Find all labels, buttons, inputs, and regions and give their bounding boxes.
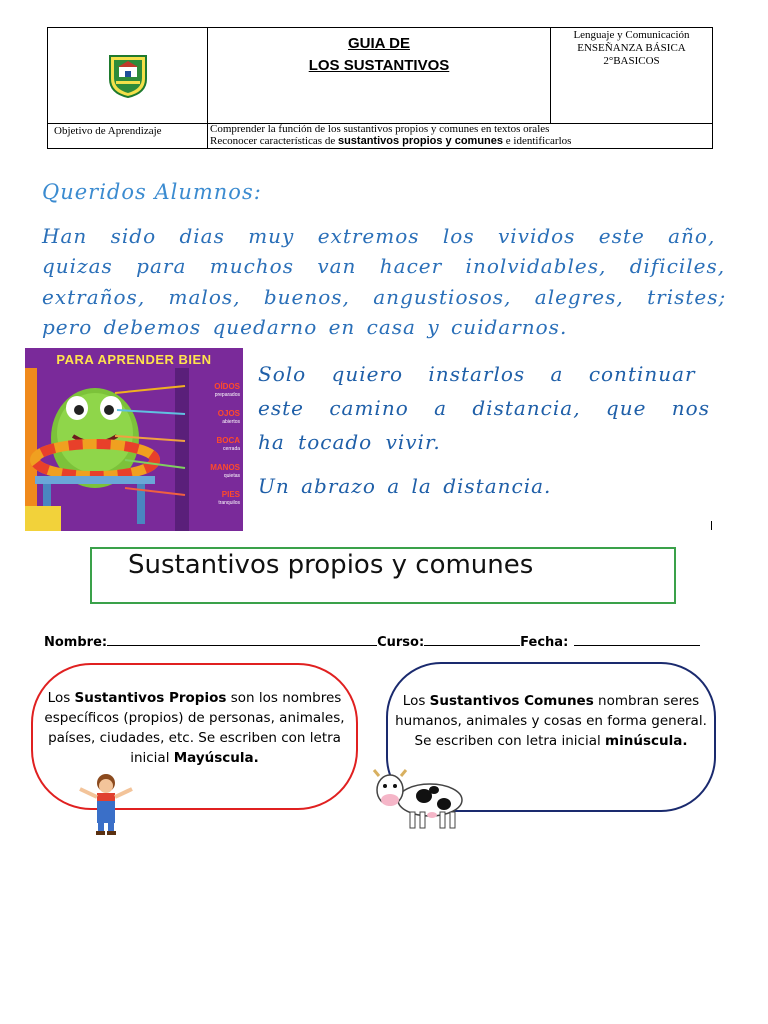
name-label: Nombre: <box>44 635 108 650</box>
letter-line-7: ha tocado vivir. <box>258 430 441 454</box>
letter-line-8: Un abrazo a la distancia. <box>258 474 552 498</box>
letter-line-2: quizas para muchos van hacer inolvidables, dificiles, <box>42 254 726 278</box>
poster-item <box>190 382 240 409</box>
poster-item <box>190 463 240 490</box>
objective-line1: Comprender la función de los sustantivos propios y comunes en textos orales <box>210 123 550 135</box>
objective-text <box>208 124 712 148</box>
course-label: Curso: <box>377 635 425 650</box>
objective-line2-bold: sustantivos propios y comunes <box>337 134 503 147</box>
cow-illustration <box>370 768 468 834</box>
header-top-row <box>48 28 712 124</box>
objective-line2-end: e identificarlos <box>503 134 572 147</box>
boy-illustration <box>76 773 136 835</box>
school-crest-icon <box>106 53 150 99</box>
student-info-line <box>44 634 700 650</box>
objective-label: Objetivo de Aprendizaje <box>48 124 208 148</box>
subject-name: Lenguaje y Comunicación <box>573 29 690 41</box>
poster-item-label: OJOS <box>217 409 240 418</box>
poster-item <box>190 436 240 463</box>
date-field[interactable] <box>574 634 700 646</box>
subject-level: ENSEÑANZA BÁSICA <box>577 42 686 54</box>
section-title-box <box>90 547 676 604</box>
poster-item-label: MANOS <box>210 463 240 472</box>
course-field[interactable] <box>424 634 520 646</box>
poster-list <box>190 382 240 517</box>
header-table <box>47 27 713 149</box>
poster-item <box>190 490 240 517</box>
common-term: Sustantivos Comunes <box>429 693 594 709</box>
poster-item-sub: quietas <box>223 473 240 479</box>
letter-line-4: pero debemos quedarno en casa y cuidarnos. <box>42 315 568 339</box>
letter-line-3: extraños, malos, buenos, angustiosos, alegres, tristes; <box>42 285 727 309</box>
subject-cell <box>551 28 712 123</box>
subject-grade: 2°BASICOS <box>603 55 660 67</box>
school-logo-cell <box>48 28 208 123</box>
common-emphasis: minúscula. <box>605 733 688 749</box>
letter-line-6: este camino a distancia, que nos <box>258 396 710 420</box>
poster-item <box>190 409 240 436</box>
stray-mark <box>711 521 712 530</box>
poster-item-sub: preparados <box>214 392 240 398</box>
guide-title-line2: LOS SUSTANTIVOS <box>308 57 450 74</box>
header-objective-row <box>48 124 712 148</box>
section-title: Sustantivos propios y comunes <box>128 550 534 580</box>
poster-title: PARA APRENDER BIEN <box>56 352 212 367</box>
poster-item-sub: abiertos <box>222 419 240 425</box>
poster-item-sub: cerrada <box>223 446 240 452</box>
poster-item-label: OÍDOS <box>214 382 240 391</box>
objective-line2-start: Reconocer características de <box>210 134 338 147</box>
name-field[interactable] <box>107 634 377 646</box>
objective-line2 <box>210 136 712 148</box>
proper-emphasis: Mayúscula. <box>173 750 259 766</box>
proper-term: Sustantivos Propios <box>74 690 227 706</box>
guide-title <box>208 28 551 123</box>
letter-line-1: Han sido dias muy extremos los vividos este año, <box>42 224 716 248</box>
letter-line-5: Solo quiero instarlos a continuar <box>258 362 696 386</box>
guide-title-line1: GUIA DE <box>348 35 410 52</box>
proper-text-body: son los nombres específicos (propios) de personas, animales, países, ciudades, etc. Se escriben con letra inicial <box>44 690 345 766</box>
proper-text-start: Los <box>47 690 75 706</box>
learning-poster <box>25 348 243 531</box>
poster-item-sub: tranquilos <box>218 500 240 506</box>
poster-item-label: PIES <box>221 490 240 499</box>
letter-salutation: Queridos Alumnos: <box>42 180 262 204</box>
date-label: Fecha: <box>520 635 569 650</box>
common-text-start: Los <box>402 693 430 709</box>
poster-item-label: BOCA <box>216 436 240 445</box>
common-text-body: nombran seres humanos, animales y cosas en forma general. Se escriben con letra inicial <box>395 693 707 749</box>
